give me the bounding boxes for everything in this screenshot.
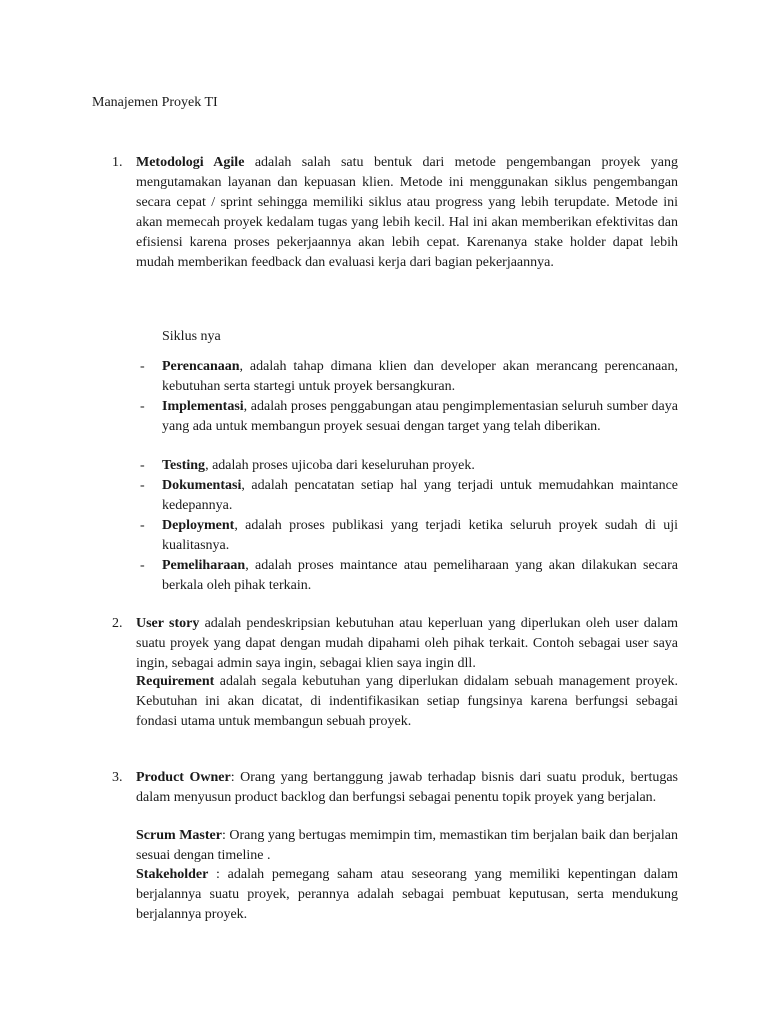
list-item-description: , adalah proses ujicoba dari keseluruhan proyek.: [205, 458, 475, 473]
siklus-heading: Siklus nya: [162, 329, 221, 344]
term-metodologi-agile: Metodologi Agile: [136, 155, 245, 170]
paragraph-text: adalah segala kebutuhan yang diperlukan didalam sebuah management proyek. Kebutuhan ini akan dicatat, di indentifikasikan setiap fungsinya karena berfungsi sebagai fondasi utama untuk membangun sebuah proyek.: [136, 674, 678, 729]
section-paragraph: [136, 614, 678, 674]
paragraph-text: adalah pendeskripsian kebutuhan atau keperluan yang diperlukan oleh user dalam suatu proyek yang dapat dengan mudah dipahami oleh pihak terkait. Contoh sebagai user saya ingin, sebagai admin saya ingin, sebagai klien saya ingin dll.: [136, 616, 678, 671]
term-implementasi: Implementasi: [162, 399, 244, 414]
section-number: 3.: [112, 770, 123, 785]
bullet-dash: -: [140, 478, 145, 493]
term-perencanaan: Perencanaan: [162, 359, 240, 374]
paragraph-text: : adalah pemegang saham atau seseorang yang memiliki kepentingan dalam berjalannya suatu proyek, perannya adalah sebagai pembuat keputusan, serta mendukung berjalannya proyek.: [136, 867, 678, 922]
list-item-description: , adalah tahap dimana klien dan developer akan merancang perencanaan, kebutuhan serta startegi untuk proyek bersangkuran.: [162, 359, 678, 394]
list-item-description: , adalah proses publikasi yang terjadi ketika seluruh proyek sudah di uji kualitasnya.: [162, 518, 678, 553]
paragraph-text: : Orang yang bertanggung jawab terhadap bisnis dari suatu produk, bertugas dalam menyusun product backlog dan berfungsi sebagai penentu topik proyek yang berjalan.: [136, 770, 678, 805]
bullet-dash: -: [140, 518, 145, 533]
term-scrum-master: Scrum Master: [136, 828, 222, 843]
section-number: 1.: [112, 155, 123, 170]
list-item-text: [162, 357, 678, 397]
list-item-text: [162, 476, 678, 516]
bullet-dash: -: [140, 399, 145, 414]
term-stakeholder: Stakeholder: [136, 867, 209, 882]
list-item-description: , adalah proses maintance atau pemeliharaan yang akan dilakukan secara berkala oleh pihak terkain.: [162, 558, 678, 593]
list-item-text: [162, 516, 678, 556]
term-deployment: Deployment: [162, 518, 235, 533]
section-paragraph: [136, 768, 678, 808]
term-pemeliharaan: Pemeliharaan: [162, 558, 246, 573]
term-user-story: User story: [136, 616, 200, 631]
list-item-text: [162, 556, 678, 596]
bullet-dash: -: [140, 558, 145, 573]
section-number: 2.: [112, 616, 123, 631]
list-item-description: , adalah pencatatan setiap hal yang terjadi untuk memudahkan maintance kedepannya.: [162, 478, 678, 513]
list-item-text: [162, 456, 678, 476]
section-paragraph: [136, 672, 678, 732]
document-title: Manajemen Proyek TI: [92, 95, 218, 110]
paragraph-text: adalah salah satu bentuk dari metode pengembangan proyek yang mengutamakan layanan dan kepuasan klien. Metode ini menggunakan siklus pengembangan secara cepat / sprint sehingga memiliki siklus atau progress yang lebih terupdate. Metode ini akan memecah proyek kedalam tugas yang lebih kecil. Hal ini akan memberikan efektivitas dan efisiensi karena proses pekerjaannya akan lebih cepat. Karenanya stake holder dapat lebih mudah memberikan feedback dan evaluasi kerja dari bagian pekerjaannya.: [136, 155, 678, 270]
list-item-description: , adalah proses penggabungan atau pengimplementasian seluruh sumber daya yang ada untuk membangun proyek sesuai dengan target yang telah diberikan.: [162, 399, 678, 434]
paragraph-text: : Orang yang bertugas memimpin tim, memastikan tim berjalan baik dan berjalan sesuai dengan timeline .: [136, 828, 678, 863]
section-paragraph: [136, 826, 678, 866]
section-paragraph: [136, 865, 678, 925]
term-requirement: Requirement: [136, 674, 215, 689]
term-dokumentasi: Dokumentasi: [162, 478, 242, 493]
term-product-owner: Product Owner: [136, 770, 231, 785]
term-testing: Testing: [162, 458, 206, 473]
section-paragraph: [136, 153, 678, 273]
list-item-text: [162, 397, 678, 437]
bullet-dash: -: [140, 458, 145, 473]
bullet-dash: -: [140, 359, 145, 374]
